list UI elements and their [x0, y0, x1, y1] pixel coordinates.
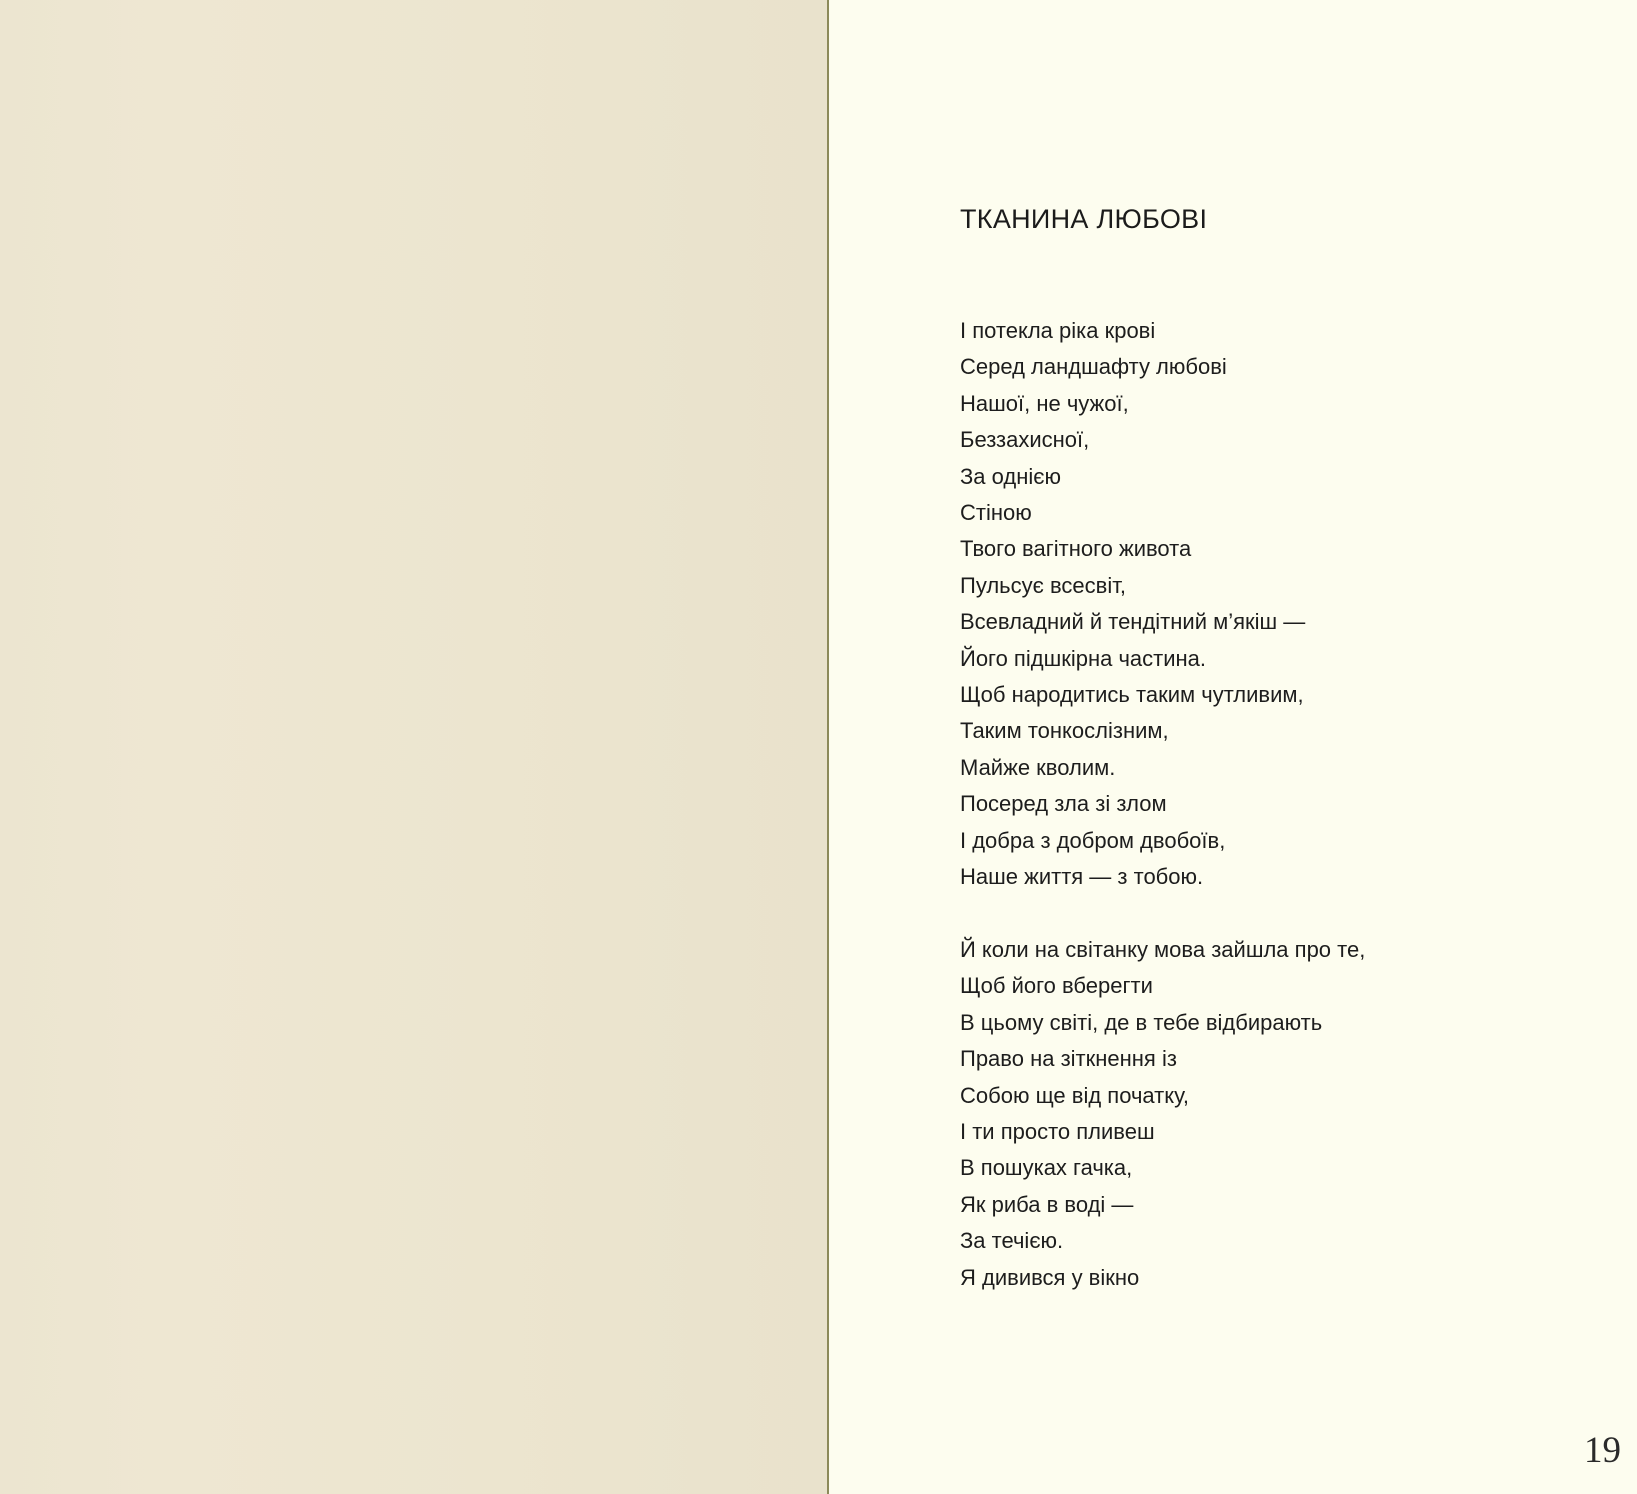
poem-stanza-1	[960, 313, 1305, 896]
poem-line: Твого вагітного живота	[960, 536, 1192, 562]
poem-title: ТКАНИНА ЛЮБОВІ	[960, 204, 1208, 234]
poem-line: Щоб його вберегти	[960, 973, 1153, 999]
poem-line: І потекла ріка крові	[960, 318, 1156, 343]
poem-line: Серед ландшафту любові	[960, 354, 1227, 380]
poem-line: Я дивився у вікно	[960, 1264, 1140, 1290]
poem-line: Й коли на світанку мова зайшла про те,	[960, 937, 1366, 962]
poem-line: Таким тонкослізним,	[960, 718, 1169, 744]
poem-line: Його підшкірна частина.	[960, 645, 1207, 671]
poem-line: Щоб народитись таким чутливим,	[960, 682, 1304, 708]
poem-line: Право на зіткнення із	[960, 1046, 1177, 1072]
poem-line: Посеред зла зі злом	[960, 791, 1167, 817]
poem-line: Всевладний й тендітний м’якіш —	[960, 609, 1306, 635]
poem-line: Стіною	[960, 500, 1032, 526]
poem-line: В цьому світі, де в тебе відбирають	[960, 1009, 1323, 1035]
poem-line: В пошуках гачка,	[960, 1155, 1133, 1181]
poem-line: Як риба в воді —	[960, 1191, 1134, 1217]
poem-line: Собою ще від початку,	[960, 1082, 1190, 1108]
poem-line: Майже кволим.	[960, 754, 1116, 780]
poem-stanza-2	[960, 932, 1365, 1296]
poem-line: І ти просто пливеш	[960, 1119, 1155, 1145]
poem-line: Наше життя — з тобою.	[960, 864, 1204, 890]
poem-line: І добра з добром двобоїв,	[960, 827, 1226, 853]
poem-line: За течією.	[960, 1228, 1064, 1254]
page-number: 19	[1584, 1430, 1621, 1471]
poem-line: За однією	[960, 463, 1061, 489]
poem-line: Пульсує всесвіт,	[960, 572, 1126, 598]
poem-line: Нашої, не чужої,	[960, 390, 1129, 416]
poem-line: Беззахисної,	[960, 427, 1090, 453]
